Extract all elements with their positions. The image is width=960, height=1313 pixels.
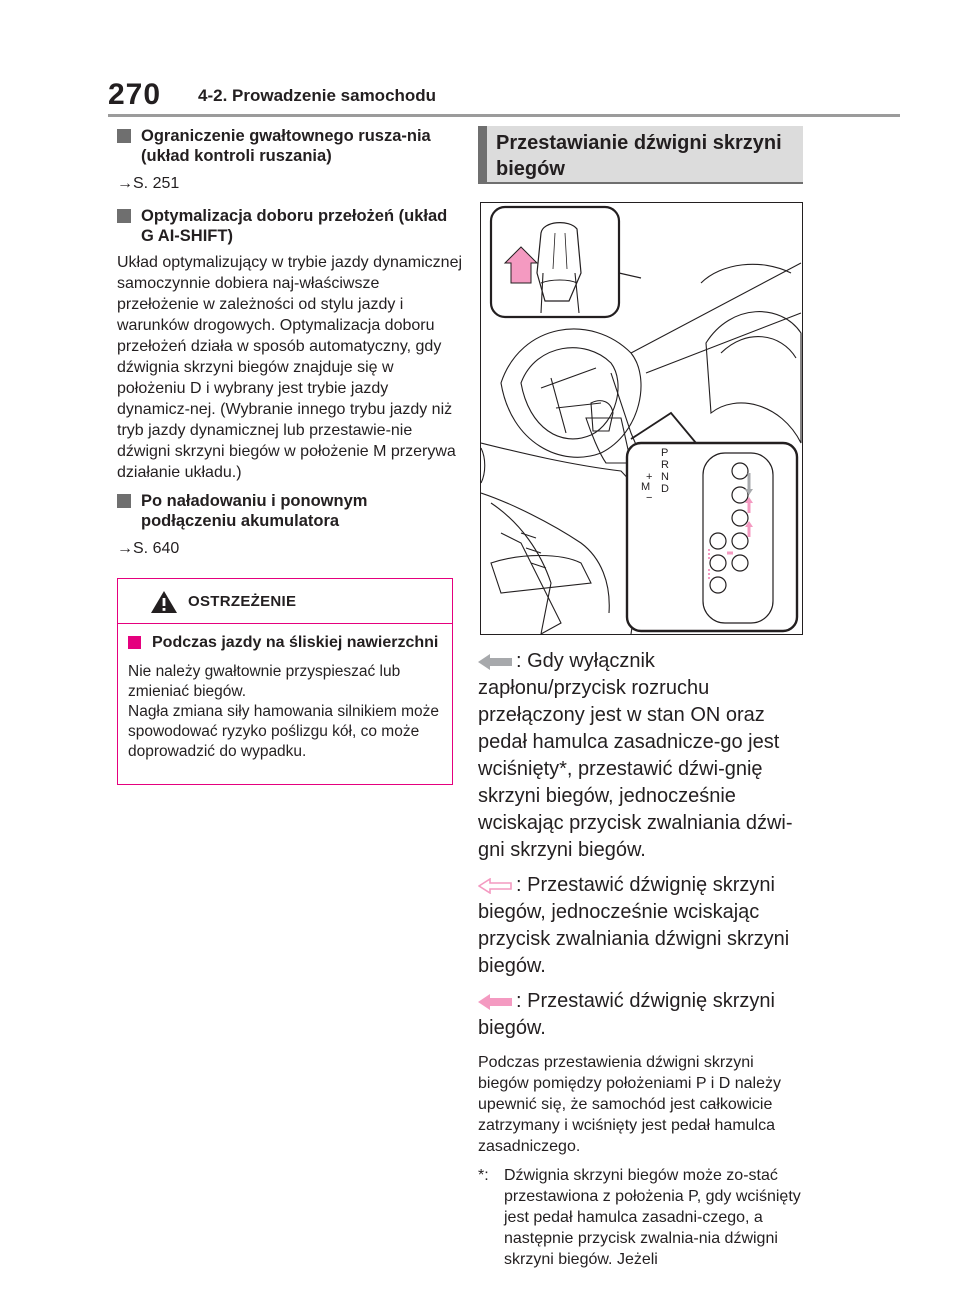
warning-box [117, 578, 453, 785]
gate-label-r: R [661, 459, 669, 471]
gate-label-m: M [641, 481, 651, 493]
lever-callout [491, 207, 641, 317]
right-column [478, 648, 808, 1270]
arrow-gray-icon [478, 654, 512, 670]
page-number: 270 [108, 78, 162, 111]
legend-item: : Przestawić dźwignię skrzyni biegów, jednocześnie wciskając przycisk zwalniania dźwigni skrzyni biegów. [478, 874, 790, 977]
legend-item: : Gdy wyłącznik zapłonu/przycisk rozruchu przełączony jest w stan ON oraz pedał hamulca zasadnicze-go jest wciśnięty*, przestawić dźwi-gnię skrzyni biegów, jednocześnie wciskając przycisk zwalniania dźwi-gni skrzyni biegów. [478, 650, 793, 861]
arrow-outline-pink-icon [478, 878, 512, 894]
warning-label: OSTRZEŻENIE [188, 593, 297, 610]
page-reference: →S. 640 [117, 540, 180, 557]
warning-triangle-icon [150, 590, 178, 614]
footnote: *: Dźwignia skrzyni biegów może zo-stać przestawiona z położenia P, gdy wciśnięty jest pedał hamulca zasadni-czego, a następnie przycisk zwalnia-nia dźwigni skrzyni biegów. Jeżeli [478, 1167, 801, 1268]
gate-label-minus: − [646, 492, 653, 504]
item-heading: Ograniczenie gwałtownego rusza-nia (układ kontroli ruszania) [117, 126, 463, 166]
bullet-square-icon [128, 636, 141, 649]
warning-bar [118, 579, 452, 624]
item-body: Układ optymalizujący w trybie jazdy dynamicznej samoczynnie dobiera naj-właściwsze przełożenie w zależności od stylu jazdy i warunków drogowych. Optymalizacja doboru przełożeń działa w sposób automatyczny, gdy dźwignia skrzyni biegów znajduje się w położeniu D i wybrany jest trybie jazdy dynamicz-nej. (Wybranie innego trybu jazdy niż tryb jazdy dynamicznej lub przestawie-nie dźwigni skrzyni biegów w położenie M przerywa działanie układu.) [117, 254, 463, 481]
right-section-heading: Przestawianie dźwigni skrzyni biegów [478, 126, 803, 184]
legend-item: : Przestawić dźwignię skrzyni biegów. [478, 990, 775, 1039]
footnote-mark: *: [478, 1167, 489, 1184]
section-title: 4-2. Prowadzenie samochodu [198, 86, 437, 105]
gate-label-d: D [661, 483, 669, 495]
cabin-drawing [481, 203, 802, 634]
bullet-square-icon [117, 209, 131, 223]
caution-text: Podczas przestawienia dźwigni skrzyni biegów pomiędzy położeniami P i D należy upewnić się, że samochód jest całkowicie zatrzymany i wciśnięty jest pedał hamulca zasadniczego. [478, 1054, 781, 1155]
bullet-square-icon [117, 494, 131, 508]
gate-label-plus: + [646, 471, 653, 483]
gate-callout [627, 413, 797, 631]
warning-text: Nie należy gwałtownie przyspieszać lub zmieniać biegów. Nagła zmiana siły hamowania silnikiem może spowodować ryzyko poślizgu kół, co może doprowadzić do wypadku. [128, 663, 439, 760]
item-heading: Po naładowaniu i ponownym podłączeniu akumulatora [117, 491, 463, 531]
gate-label-p: P [661, 447, 669, 459]
left-column [117, 126, 463, 571]
arrow-pink-icon [478, 994, 512, 1010]
gate-label-n: N [661, 471, 669, 483]
shift-lever-illustration [480, 202, 803, 635]
item-heading: Optymalizacja doboru przełożeń (układ G AI-SHIFT) [117, 206, 463, 246]
page-reference: →S. 251 [117, 175, 180, 192]
warning-heading: Podczas jazdy na śliskiej nawierzchni [128, 633, 442, 653]
bullet-square-icon [117, 129, 131, 143]
header-rule [108, 114, 900, 117]
